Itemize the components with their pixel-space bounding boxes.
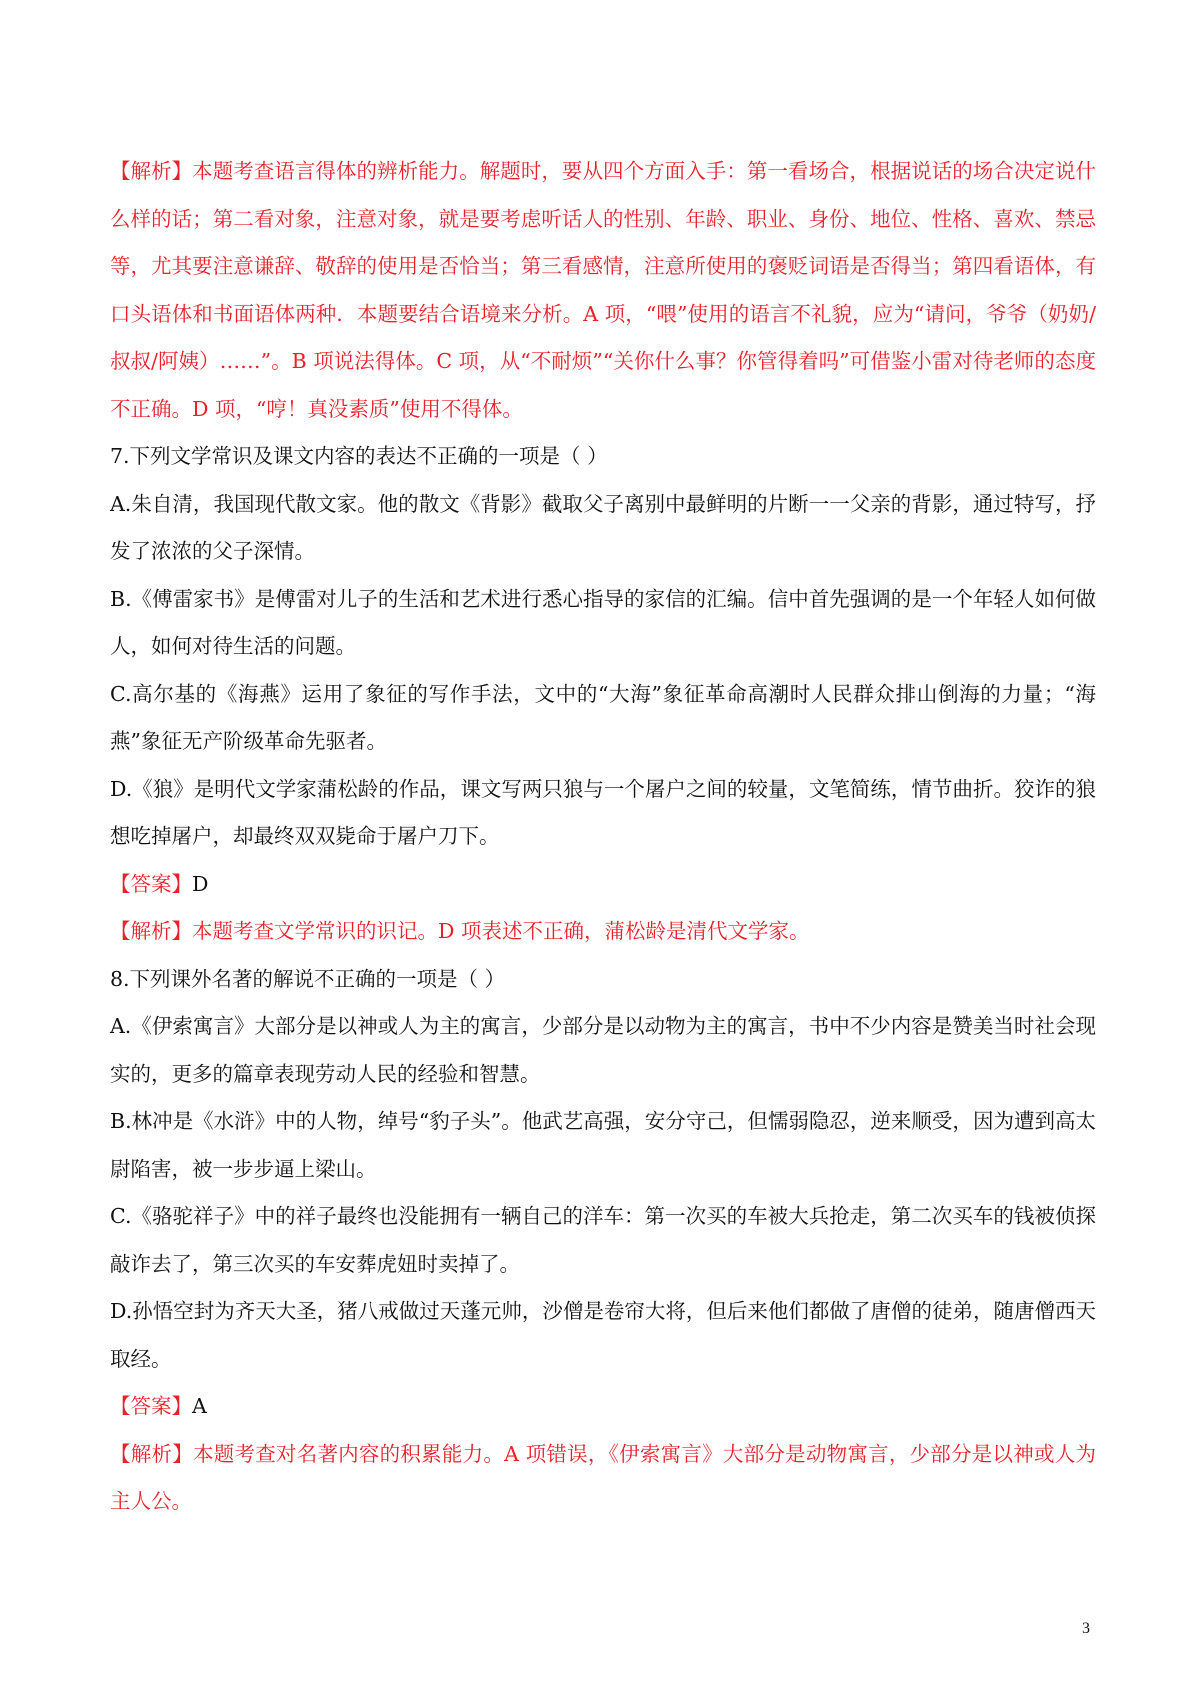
question-8-option-d: D.孙悟空封为齐天大圣，猪八戒做过天蓬元帅，沙僧是卷帘大将，但后来他们都做了唐僧的徒弟，随唐僧西天取经。 — [110, 1299, 1096, 1371]
analysis-text: 本题考查语言得体的辨析能力。解题时，要从四个方面入手：第一看场合，根据说话的场合决定说什么样的话；第二看对象，注意对象，就是要考虑听话人的性别、年龄、职业、身份、地位、性格、喜欢、禁忌等，尤其要注意谦辞、敬辞的使用是否恰当；第三看感情，注意所使用的褒贬词语是否得当；第四看语体，有口头语体和书面语体两种．本题要结合语境来分析。A 项，“喂”使用的语言不礼貌，应为“请问，爷爷（奶奶/叔叔/阿姨）……”。B 项说法得体。C 项，从“不耐烦”“关你什么事？你管得着吗”可借鉴小雷对待老师的态度不正确。D 项，“哼！真没素质”使用不得体。 — [110, 159, 1096, 421]
question-8-option-b: B.林冲是《水浒》中的人物，绰号“豹子头”。他武艺高强，安分守己，但懦弱隐忍，逆来顺受，因为遭到高太尉陷害，被一步步逼上梁山。 — [110, 1109, 1096, 1181]
analysis-text: 本题考查文学常识的识记。D 项表述不正确，蒲松龄是清代文学家。 — [192, 919, 810, 943]
analysis-text: 本题考查对名著内容的积累能力。A 项错误，《伊索寓言》大部分是动物寓言，少部分是以神或人为主人公。 — [110, 1441, 1097, 1513]
question-7-option-a: A.朱自清，我国现代散文家。他的散文《背影》截取父子离别中最鲜明的片断一一父亲的背影，通过特写，抒发了浓浓的父子深情。 — [110, 491, 1096, 563]
question-7-option-d: D.《狼》是明代文学家蒲松龄的作品，课文写两只狼与一个屠户之间的较量，文笔简练，情节曲折。狡诈的狼想吃掉屠户，却最终双双毙命于屠户刀下。 — [110, 776, 1096, 848]
analysis-q8 — [110, 1431, 1096, 1526]
answer-value: D — [192, 871, 209, 896]
question-7: 7.下列文学常识及课文内容的表达不正确的一项是（ ） — [110, 444, 608, 468]
analysis-tag: 【解析】 — [110, 1441, 193, 1466]
question-8-option-c: C.《骆驼祥子》中的祥子最终也没能拥有一辆自己的洋车：第一次买的车被大兵抢走，第二次买车的钱被侦探敲诈去了，第三次买的车安葬虎妞时卖掉了。 — [110, 1204, 1096, 1276]
question-7-option-b: B.《傅雷家书》是傅雷对儿子的生活和艺术进行悉心指导的家信的汇编。信中首先强调的是一个年轻人如何做人，如何对待生活的问题。 — [110, 586, 1096, 658]
page-number: 3 — [1082, 1620, 1090, 1637]
analysis-q7 — [110, 908, 1096, 956]
answer-tag: 【答案】 — [110, 871, 192, 896]
answer-q7 — [110, 861, 1096, 909]
analysis-q6 — [110, 148, 1096, 433]
question-7-option-c: C.高尔基的《海燕》运用了象征的写作手法，文中的“大海”象征革命高潮时人民群众排山倒海的力量；“海燕”象征无产阶级革命先驱者。 — [110, 681, 1096, 753]
answer-tag: 【答案】 — [110, 1394, 192, 1418]
answer-q8 — [110, 1383, 1096, 1431]
question-8-option-a: A.《伊索寓言》大部分是以神或人为主的寓言，少部分是以动物为主的寓言，书中不少内容是赞美当时社会现实的，更多的篇章表现劳动人民的经验和智慧。 — [110, 1014, 1096, 1086]
analysis-tag: 【解析】 — [110, 159, 193, 183]
document-page — [110, 148, 1096, 1526]
question-8: 8.下列课外名著的解说不正确的一项是（ ） — [110, 966, 506, 991]
analysis-tag: 【解析】 — [110, 919, 192, 943]
answer-value: A — [192, 1394, 207, 1418]
